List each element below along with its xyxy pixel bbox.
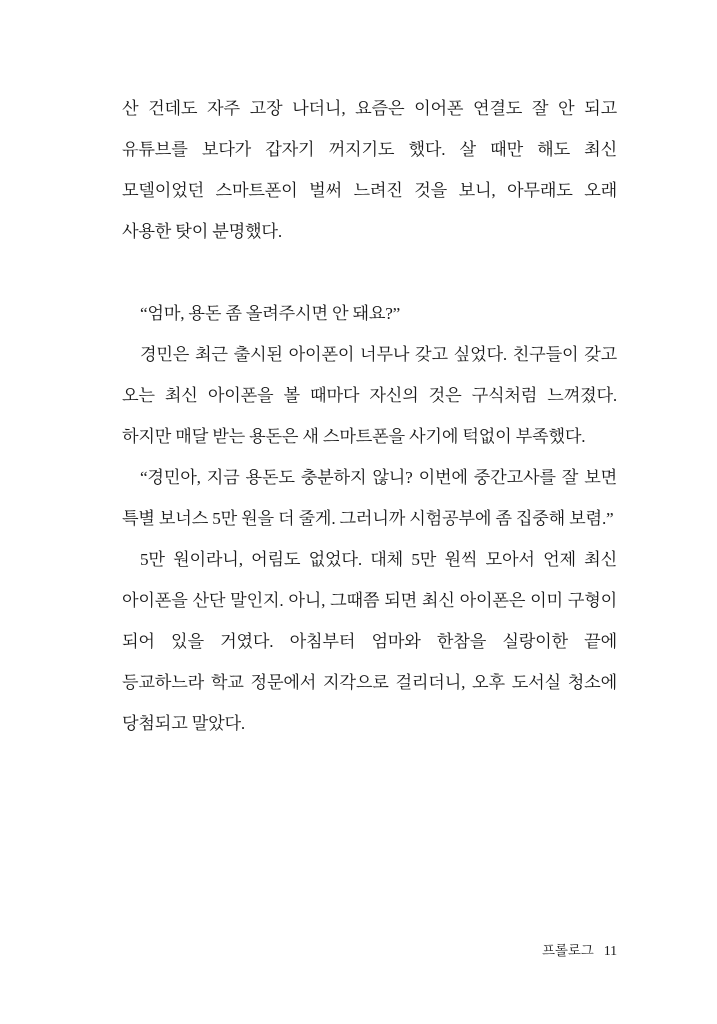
paragraph: 산 건데도 자주 고장 나더니, 요즘은 이어폰 연결도 잘 안 되고 유튜브를 보다가 갑자기 꺼지기도 했다. 살 때만 해도 최신 모델이었던 스마트폰이 벌써 느려진 것을 보니, 아무래도 오래 사용한 탓이 분명했다. xyxy=(122,99,617,241)
paragraph: 5만 원이라니, 어림도 없었다. 대체 5만 원씩 모아서 언제 최신 아이폰을 산단 말인지. 아니, 그때쯤 되면 최신 아이폰은 이미 구형이 되어 있을 거였다. 아침부터 엄마와 한참을 실랑이한 끝에 등교하느라 학교 정문에서 지각으로 걸리더니, 오후 도서실 청소에 당첨되고 말았다. xyxy=(122,550,617,733)
paragraph: 경민은 최근 출시된 아이폰이 너무나 갖고 싶었다. 친구들이 갖고 오는 최신 아이폰을 볼 때마다 자신의 것은 구식처럼 느껴졌다. 하지만 매달 받는 용돈은 새 스마트폰을 사기에 턱없이 부족했다. xyxy=(122,345,617,446)
page-footer xyxy=(542,939,617,960)
paragraph-dialogue: “경민아, 지금 용돈도 충분하지 않니? 이번에 중간고사를 잘 보면 특별 보너스 5만 원을 더 줄게. 그러니까 시험공부에 좀 집중해 보렴.” xyxy=(122,468,617,528)
paragraph-dialogue: “엄마, 용돈 좀 올려주시면 안 돼요?” xyxy=(140,304,401,323)
page-body xyxy=(122,88,617,744)
footer-section-label: 프롤로그 xyxy=(541,943,594,958)
page-number: 11 xyxy=(603,944,617,959)
paragraph-spacer xyxy=(122,252,617,293)
